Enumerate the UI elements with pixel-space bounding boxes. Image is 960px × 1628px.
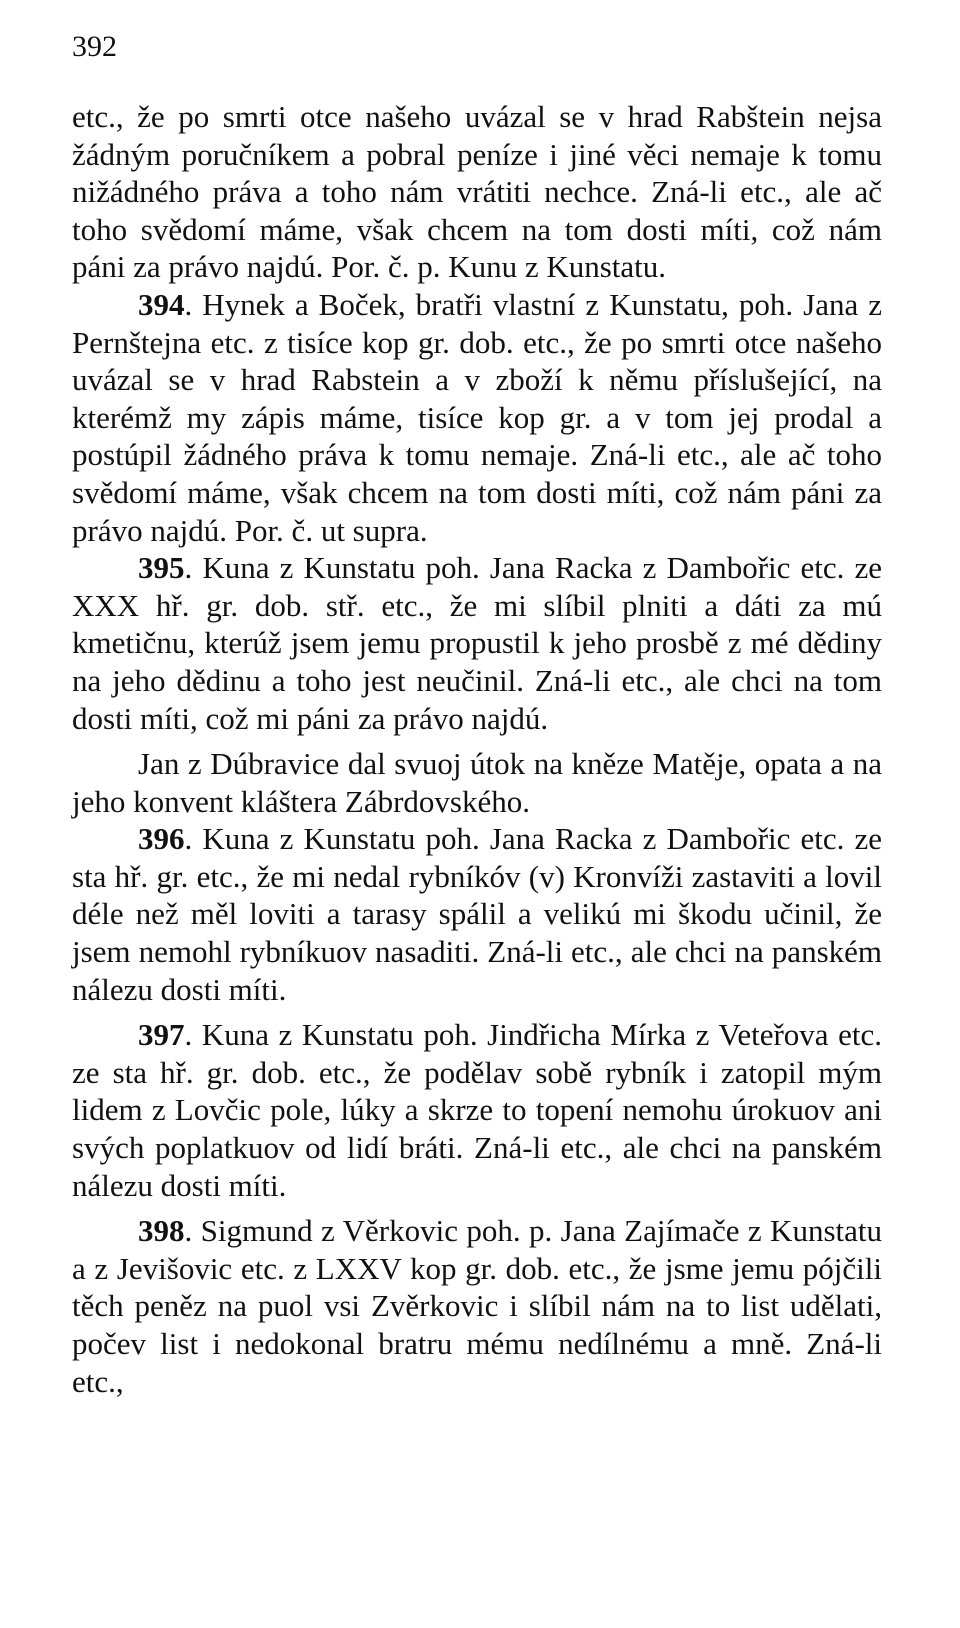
entry-number: 395 [138,550,185,586]
note-paragraph [72,745,882,820]
entry-text: . Sigmund z Věrkovic poh. p. Jana Zajímače z Kunstatu a z Jevišovic etc. z LXXV kop gr. dob. etc., že jsme jemu pójčili těch peněz na puol vsi Zvěrkovic i slíbil nám na to list udělati, počev list i nedokonal bratru mému nedílnému a mně. Zná-li etc., [72,1213,882,1399]
paragraph-text: etc., že po smrti otce našeho uvázal se v hrad Rabštein nejsa žádným poručníkem a pobral peníze i jiné věci nemaje k tomu nižádného práva a toho nám vrátiti nechce. Zná-li etc., ale ač toho svědomí máme, však chcem na tom dosti míti, což nám páni za právo najdú. Por. č. p. Kunu z Kunstatu. [72,99,882,285]
entry-number: 394 [138,286,185,322]
entry-number: 396 [138,821,185,857]
entry-text: . Kuna z Kunstatu poh. Jana Racka z Dambořic etc. ze sta hř. gr. etc., že mi nedal rybníkóv (v) Kronvíži zastaviti a lovil déle než měl loviti a tarasy spálil a velikú mi škodu učinil, že jsem nemohl rybníkuov nasaditi. Zná-li etc., ale chci na panském nálezu dosti míti. [72,821,882,1007]
entry-394 [72,286,882,549]
entry-number: 398 [138,1213,185,1249]
paragraph-continued [72,98,882,286]
page-number: 392 [72,30,117,63]
entry-398 [72,1212,882,1400]
entry-text: . Kuna z Kunstatu poh. Jindřicha Mírka z Veteřova etc. ze sta hř. gr. dob. etc., že podělav sobě rybník i zatopil mým lidem z Lovčic pole, lúky a skrze to topení nemohu úrokuov ani svých poplatkuov od lidí bráti. Zná-li etc., ale chci na panském nálezu dosti míti. [72,1017,882,1203]
entry-text: . Kuna z Kunstatu poh. Jana Racka z Dambořic etc. ze XXX hř. gr. dob. stř. etc., že mi slíbil plniti a dáti za mú kmetičnu, kterúž jsem jemu propustil k jeho prosbě z mé dědiny na jeho dědinu a toho jest neučinil. Zná-li etc., ale chci na tom dosti míti, což mi páni za právo najdú. [72,550,882,736]
entry-396 [72,820,882,1008]
entry-395 [72,549,882,737]
entry-397 [72,1016,882,1204]
paragraph-text: Jan z Dúbravice dal svuoj útok na kněze Matěje, opata a na jeho konvent kláštera Zábrdovského. [72,746,882,819]
entry-number: 397 [138,1017,185,1053]
page-text [72,98,882,1400]
entry-text: . Hynek a Boček, bratři vlastní z Kunstatu, poh. Jana z Pernštejna etc. z tisíce kop gr. dob. etc., že po smrti otce našeho uvázal se v hrad Rabstein a v zboží k němu příslušející, na kterémž my zápis máme, tisíce kop gr. a v tom jej prodal a postúpil žádného práva k tomu nemaje. Zná-li etc., ale ač toho svědomí máme, však chcem na tom dosti míti, což nám páni za právo najdú. Por. č. ut supra. [72,286,882,548]
